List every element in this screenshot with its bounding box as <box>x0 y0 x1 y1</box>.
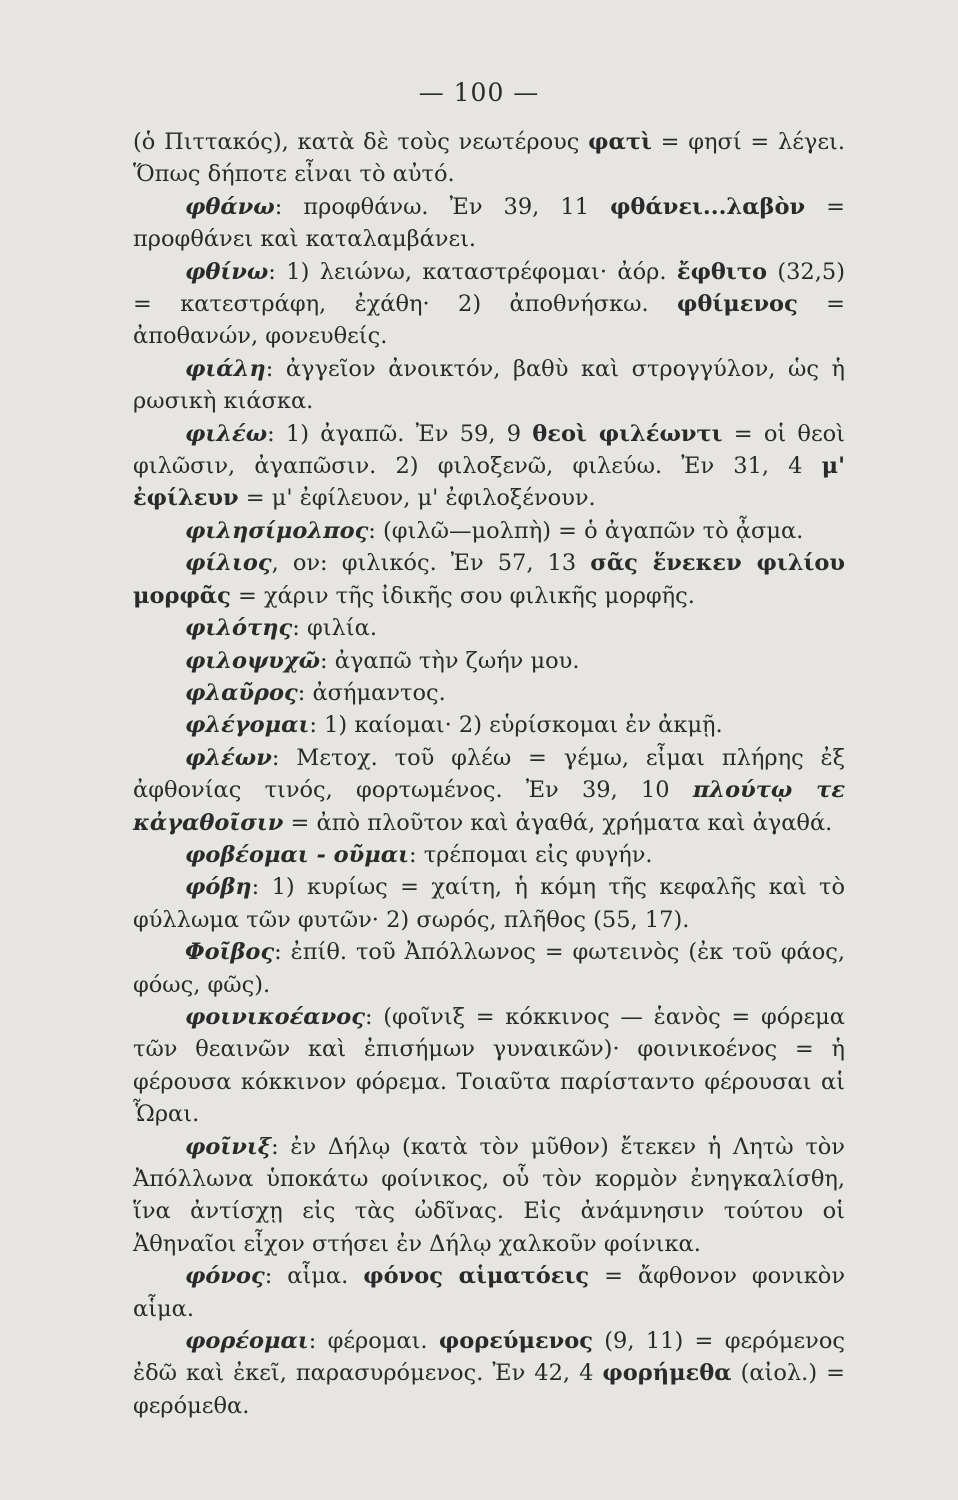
headword: φοβέομαι - οῦμαι <box>185 841 409 868</box>
headword: φθίνω <box>185 258 269 285</box>
entry-cont <box>133 126 845 191</box>
definition-text: = οἱ θεοὶ φιλῶσιν, ἀγαπῶσιν. 2) φιλοξενῶ, φιλεύω. Ἐν 31, 4 <box>133 420 845 480</box>
quoted-phrase: φορεύμενος <box>438 1328 593 1355</box>
definition-text: , ον: φιλικός. Ἐν 57, 13 <box>271 550 591 577</box>
headword: φόνος <box>185 1263 265 1290</box>
definition-text: : ἐπίθ. τοῦ Ἀπόλλωνος = φωτεινὸς (ἐκ τοῦ φάος, φόως, φῶς). <box>133 939 845 998</box>
definition-text: : ἀγγεῖον ἀνοικτόν, βαθὺ καὶ στρογγύλον, ὡς ἡ ρωσικὴ κιάσκα. <box>133 355 845 415</box>
definition-text: = προφθάνει καὶ καταλαμβάνει. <box>133 193 845 253</box>
headword: φοῖνιξ <box>185 1133 272 1160</box>
entry-fiali <box>133 353 845 418</box>
entry-foreomai <box>133 1325 845 1422</box>
entry-foinix <box>133 1131 845 1261</box>
definition-text: : 1) κυρίως = χαίτη, ἡ κόμη τῆς κεφαλῆς καὶ τὸ φύλλωμα τῶν φυτῶν· 2) σωρός, πλῆθος (55, 17). <box>133 874 845 933</box>
definition-text: : 1) λειώνω, καταστρέφομαι· ἀόρ. <box>268 258 677 285</box>
headword: φλαῦρος <box>185 679 298 706</box>
definition-text: (ὁ Πιττακός), κατὰ δὲ τοὺς νεωτέρους <box>133 129 589 155</box>
headword: Φοῖβος <box>185 939 275 966</box>
definition-text: : ἀγαπῶ τὴν ζωήν μου. <box>320 647 580 674</box>
quoted-phrase: φορήμεθα <box>602 1360 732 1387</box>
definition-text: : αἷμα. <box>264 1263 364 1290</box>
headword: πλούτῳ τε κἀγαθοῖσιν <box>133 777 846 836</box>
headword: φίλιος <box>185 550 272 577</box>
definition-text: = μ' ἐφίλευον, μ' ἐφιλοξένουν. <box>238 485 596 512</box>
definition-text: = ἄφθονον φονικὸν αἷμα. <box>133 1263 846 1322</box>
entry-foveomai <box>133 839 845 871</box>
quoted-phrase: ἔφθιτο <box>676 258 767 285</box>
entry-foivos <box>133 936 845 1001</box>
headword: φιάλη <box>185 355 266 382</box>
quoted-phrase: φόνος αἱματόεις <box>363 1263 590 1290</box>
entry-fileo <box>133 418 845 515</box>
entry-filotis <box>133 612 845 644</box>
headword: φιλότης <box>185 615 293 642</box>
quoted-phrase: φθάνει...λαβὸν <box>610 193 806 220</box>
entry-flegomai <box>133 709 845 741</box>
definition-text: (9, 11) = φερόμενος ἐδῶ καὶ ἐκεῖ, παρασυρόμενος. Ἐν 42, 4 <box>133 1328 845 1387</box>
definition-text: = φησί = λέγει. Ὅπως δήποτε εἶναι τὸ αὐτό. <box>133 129 845 188</box>
headword: φιλοψυχῶ <box>185 647 321 674</box>
quoted-phrase: φθίμενος <box>677 291 798 318</box>
definition-text: = ἀποθανών, φονευθείς. <box>133 291 845 350</box>
definition-text: : προφθάνω. Ἐν 39, 11 <box>274 193 611 220</box>
entry-fthino <box>133 256 845 353</box>
definition-text: : φέρομαι. <box>308 1328 439 1355</box>
definition-text: = ἀπὸ πλοῦτον καὶ ἀγαθά, χρήματα καὶ ἀγαθά. <box>283 809 833 836</box>
entry-fovi <box>133 871 845 936</box>
entry-fleon <box>133 742 845 839</box>
entry-flavros <box>133 677 845 709</box>
entry-filios <box>133 547 845 612</box>
definition-text: (αἰολ.) = φερόμεθα. <box>133 1360 845 1419</box>
headword: φλέγομαι <box>185 712 310 739</box>
definition-text: : ἐν Δήλῳ (κατὰ τὸν μῦθον) ἔτεκεν ἡ Λητὼ τὸν Ἀπόλλωνα ὑποκάτω φοίνικος, οὗ τὸν κορμὸν ἐνηγκαλίσθη, ἵνα ἀντίσχῃ εἰς τὰς ὠδῖνας. Εἰς ἀνάμνησιν τούτου οἱ Ἀθηναῖοι εἶχον στήσει ἐν Δήλῳ χαλκοῦν φοίνικα. <box>133 1133 845 1257</box>
definition-text: : Μετοχ. τοῦ φλέω = γέμω, εἶμαι πλήρης ἐξ ἀφθονίας τινός, φορτωμένος. Ἐν 39, 10 <box>133 744 845 804</box>
definition-text: (32,5) = κατεστράφη, ἐχάθη· 2) ἀποθνήσκω. <box>133 258 845 318</box>
definition-text: : (φιλῶ—μολπὴ) = ὁ ἀγαπῶν τὸ ᾆσμα. <box>368 517 804 544</box>
page-number: — 100 — <box>418 78 540 107</box>
entry-filopsycho <box>133 645 845 677</box>
headword: φθάνω <box>185 193 275 220</box>
headword: φιλησίμολπος <box>185 517 369 544</box>
definition-text: = χάριν τῆς ἰδικῆς σου φιλικῆς μορφῆς. <box>230 582 695 609</box>
entry-filisimolpos <box>133 515 845 547</box>
definition-text: : φιλία. <box>292 615 377 642</box>
definition-text: : (φοῖνιξ = κόκκινος — ἑανὸς = φόρεμα τῶν θεαινῶν καὶ ἐπισήμων γυναικῶν)· φοινικοένος = ἡ φέρουσα κόκκινον φόρεμα. Τοιαῦτα παρίσταντο φέρουσαι αἱ Ὧραι. <box>133 1003 845 1128</box>
headword: φόβη <box>185 874 252 901</box>
entry-fthano <box>133 191 845 256</box>
quoted-phrase: μ' ἐφίλευν <box>133 453 845 512</box>
headword: φιλέω <box>185 420 268 447</box>
definition-text: : 1) ἀγαπῶ. Ἐν 59, 9 <box>267 420 533 447</box>
headword: φορέομαι <box>185 1328 309 1355</box>
quoted-phrase: φατὶ <box>588 129 652 155</box>
definition-text: : τρέπομαι εἰς φυγήν. <box>408 841 653 868</box>
quoted-phrase: θεοὶ φιλέωντι <box>532 420 723 447</box>
entry-fonos <box>133 1260 845 1325</box>
definition-text: : 1) καίομαι· 2) εὑρίσκομαι ἐν ἀκμῇ. <box>309 712 723 739</box>
definition-text: : ἀσήμαντος. <box>297 679 446 706</box>
quoted-phrase: σᾶς ἕνεκεν φιλίου μορφᾶς <box>133 550 845 609</box>
headword: φλέων <box>185 744 272 771</box>
headword: φοινικοέανος <box>185 1003 365 1030</box>
dictionary-entries <box>133 126 845 1422</box>
entry-foinikoeanos <box>133 1001 845 1131</box>
